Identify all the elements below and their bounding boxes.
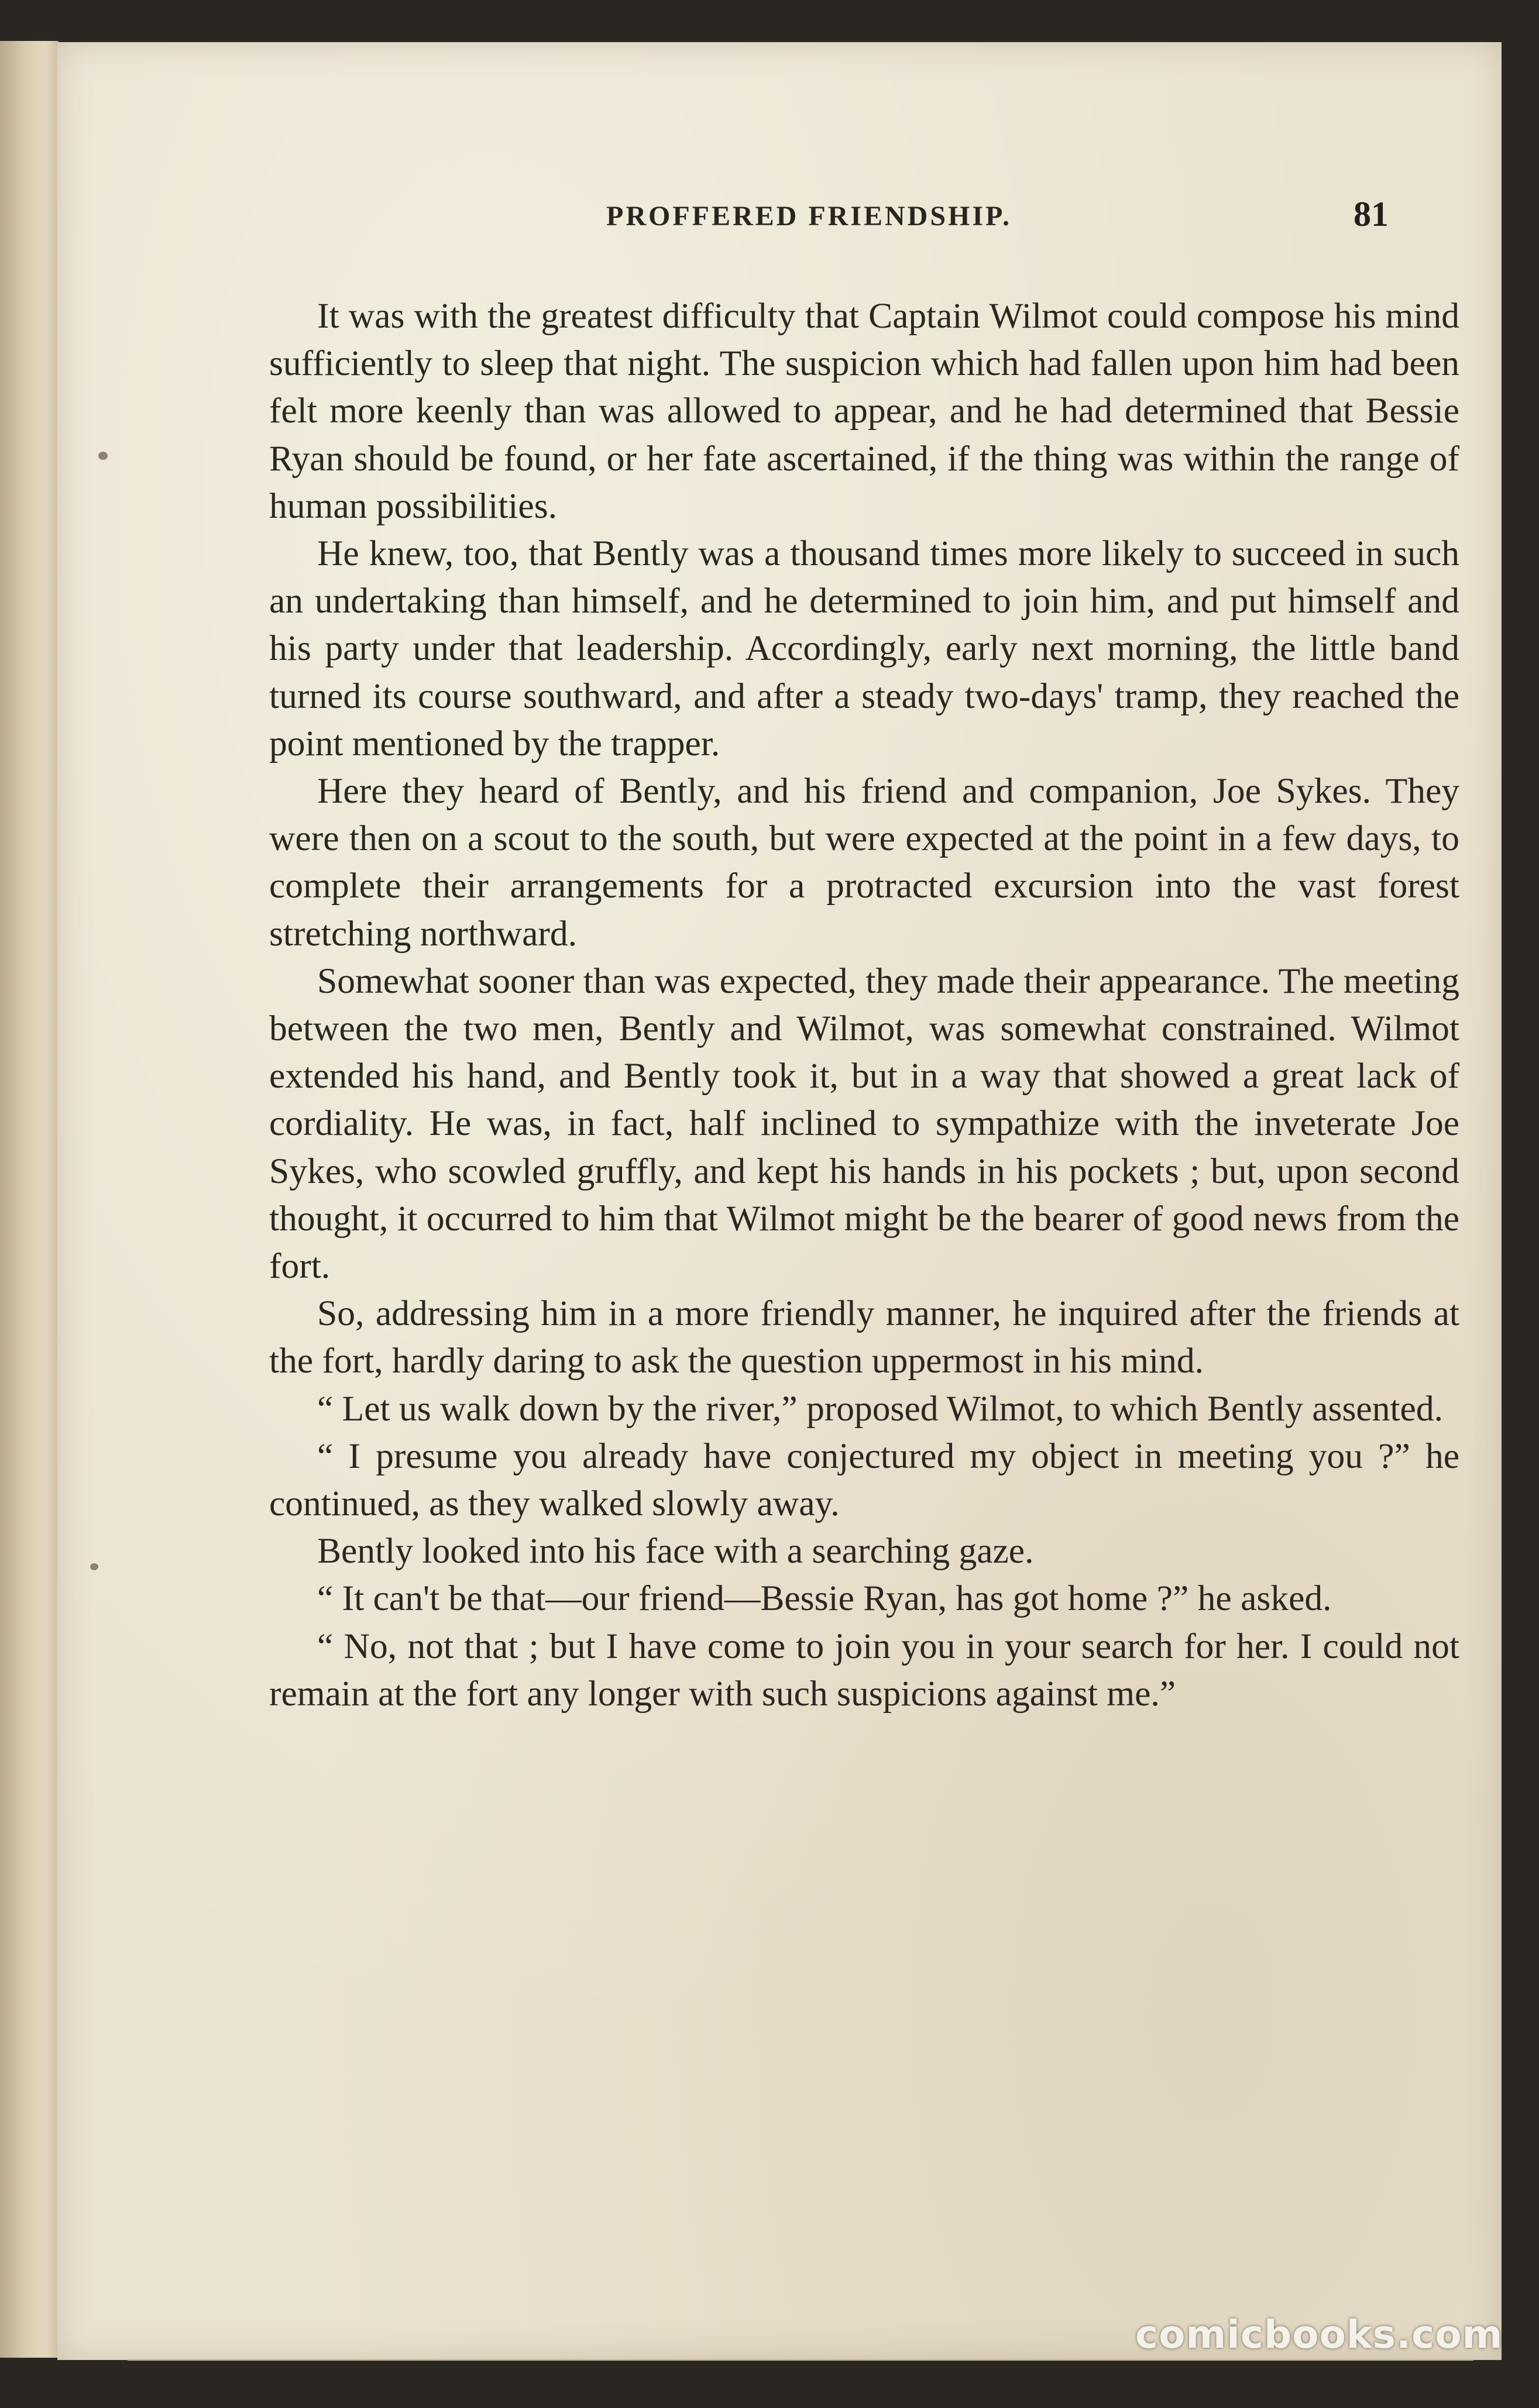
paper-spot bbox=[98, 452, 108, 460]
book-page bbox=[57, 42, 1502, 2360]
paragraph: Bently looked into his face with a searching gaze. bbox=[317, 1531, 1034, 1571]
paragraph: “ No, not that ; but I have come to join you in your search for her. I could not remain at the fort any longer with such suspicions against me.” bbox=[269, 1626, 1459, 1714]
paragraph: Somewhat sooner than was expected, they made their appearance. The meeting between the two men, Bently and Wilmot, was somewhat constrained. Wilmot extended his hand, and Bently took it, but in a way that showed a great lack of cordiality. He was, in fact, half inclined to sympathize with the inveterate Joe Sykes, who scowled gruffly, and kept his hands in his pockets ; but, upon second thought, it occurred to him that Wilmot might be the bearer of good news from the fort. bbox=[269, 961, 1459, 1286]
paragraph: So, addressing him in a more friendly manner, he inquired after the friends at the fort, hardly daring to ask the question uppermost in his mind. bbox=[269, 1294, 1459, 1381]
chapter-title: PROFFERED FRIENDSHIP. bbox=[606, 201, 1012, 232]
binding-edge bbox=[0, 41, 59, 2358]
paper-spot bbox=[90, 1563, 98, 1570]
paragraph: “ Let us walk down by the river,” proposed Wilmot, to which Bently assented. bbox=[317, 1388, 1443, 1429]
page-bottom-rule bbox=[128, 2359, 1473, 2361]
paragraph: “ It can't be that—our friend—Bessie Ryan, has got home ?” he asked. bbox=[317, 1578, 1332, 1619]
paragraph: He knew, too, that Bently was a thousand times more likely to succeed in such an undertaking than himself, and he determined to join him, and put himself and his party under that leadership. Accordingly, early next morning, the little band turned its course southward, and after a steady two-days' tramp, they reached the point mentioned by the trapper. bbox=[269, 534, 1459, 763]
paragraph: Here they heard of Bently, and his friend and companion, Joe Sykes. They were then on a scout to the south, but were expected at the point in a few days, to complete their arrangements for a protracted excursion into the vast forest stretching northward. bbox=[269, 771, 1459, 954]
paragraph: It was with the greatest difficulty that Captain Wilmot could compose his mind sufficiently to sleep that night. The suspicion which had fallen upon him had been felt more keenly than was allowed to appear, and he had determined that Bessie Ryan should be found, or her fate ascertained, if the thing was within the range of human possibilities. bbox=[269, 296, 1459, 526]
running-head bbox=[57, 158, 1502, 233]
paragraph: “ I presume you already have conjectured my object in meeting you ?” he continued, as they walked slowly away. bbox=[269, 1436, 1459, 1524]
body-text bbox=[269, 293, 1459, 1718]
page-number: 81 bbox=[1354, 195, 1389, 233]
watermark-text: comicbooks.com bbox=[1135, 2312, 1503, 2357]
